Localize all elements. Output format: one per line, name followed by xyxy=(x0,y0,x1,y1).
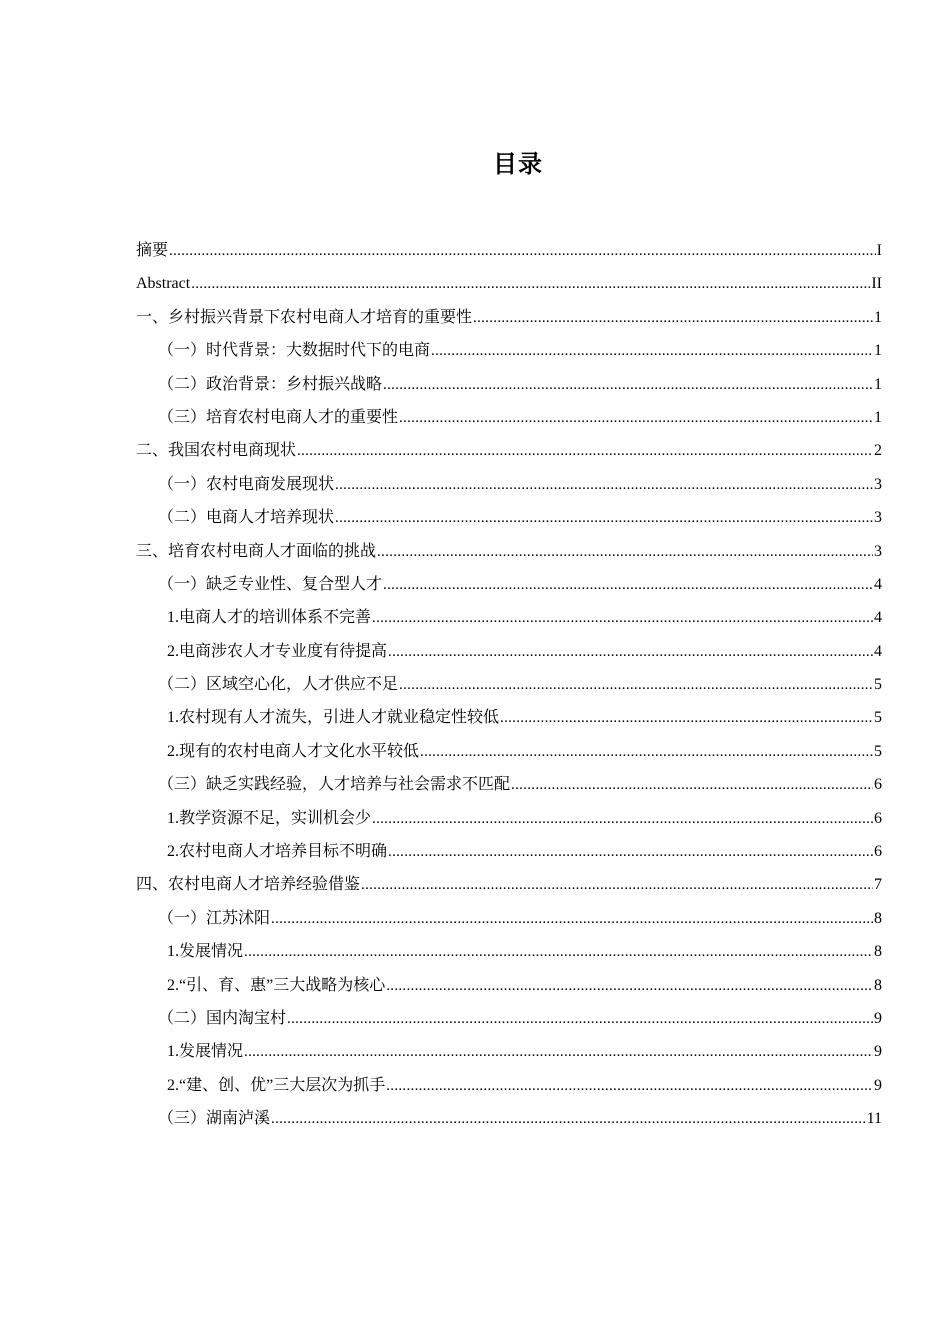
toc-entry-page-number: 6 xyxy=(874,843,882,861)
toc-entry-label: 摘要 xyxy=(136,242,169,259)
toc-entry-label: 1.教学资源不足，实训机会少 xyxy=(167,809,372,827)
toc-entry[interactable] xyxy=(136,1105,882,1138)
toc-dot-leader xyxy=(191,270,870,298)
toc-entry-page-number: 11 xyxy=(866,1110,882,1128)
toc-entry[interactable] xyxy=(136,471,882,504)
toc-entry[interactable] xyxy=(136,905,882,938)
toc-dot-leader xyxy=(388,638,873,666)
toc-entry-label: （二）区域空心化，人才供应不足 xyxy=(158,676,399,694)
toc-entry-page-number: 3 xyxy=(874,542,882,560)
toc-dot-leader xyxy=(473,304,873,332)
toc-dot-leader xyxy=(386,1072,873,1100)
toc-entry-label: 2.“建、创、优”三大层次为抓手 xyxy=(167,1076,386,1094)
toc-dot-leader xyxy=(431,337,873,365)
toc-entry-label: （一）时代背景：大数据时代下的电商 xyxy=(158,342,431,360)
toc-entry[interactable] xyxy=(136,571,882,604)
toc-entry[interactable] xyxy=(136,838,882,871)
toc-entry[interactable] xyxy=(136,270,882,303)
toc-entry[interactable] xyxy=(136,404,882,437)
toc-entry[interactable] xyxy=(136,671,882,704)
toc-dot-leader xyxy=(420,738,873,766)
toc-entry-page-number: 5 xyxy=(874,709,882,727)
toc-entry[interactable] xyxy=(136,504,882,537)
toc-entry-page-number: I xyxy=(876,242,882,259)
toc-dot-leader xyxy=(388,838,873,866)
toc-entry[interactable] xyxy=(136,371,882,404)
toc-entry-page-number: 2 xyxy=(874,442,882,460)
toc-dot-leader xyxy=(383,371,873,399)
toc-entry-label: （三）培育农村电商人才的重要性 xyxy=(158,408,399,426)
toc-entry-page-number: 9 xyxy=(874,1043,882,1061)
toc-dot-leader xyxy=(335,504,873,532)
toc-dot-leader xyxy=(372,805,873,833)
toc-dot-leader xyxy=(377,538,873,566)
toc-entry-page-number: 8 xyxy=(874,943,882,961)
toc-entry-label: 2.“引、育、惠”三大战略为核心 xyxy=(167,976,386,994)
toc-dot-leader xyxy=(287,1005,873,1033)
toc-dot-leader xyxy=(271,905,873,933)
toc-entry-label: （一）江苏沭阳 xyxy=(158,909,271,927)
toc-entry-page-number: 4 xyxy=(874,642,882,660)
toc-entry[interactable] xyxy=(136,704,882,737)
toc-entry-label: （三）湖南泸溪 xyxy=(158,1110,271,1128)
toc-entry[interactable] xyxy=(136,805,882,838)
toc-entry-page-number: 9 xyxy=(874,1009,882,1027)
toc-entry-label: 四、农村电商人才培养经验借鉴 xyxy=(136,876,361,894)
toc-entry-page-number: 9 xyxy=(874,1076,882,1094)
toc-entry-label: 2.现有的农村电商人才文化水平较低 xyxy=(167,742,420,760)
toc-entry[interactable] xyxy=(136,437,882,470)
toc-entry-page-number: 3 xyxy=(874,509,882,527)
toc-entry[interactable] xyxy=(136,538,882,571)
toc-entry[interactable] xyxy=(136,237,882,270)
toc-entry-page-number: 5 xyxy=(874,676,882,694)
toc-entry-page-number: 1 xyxy=(874,308,882,326)
toc-dot-leader xyxy=(335,471,873,499)
toc-entry-label: （一）缺乏专业性、复合型人才 xyxy=(158,575,383,593)
toc-dot-leader xyxy=(386,972,873,1000)
toc-entry[interactable] xyxy=(136,1072,882,1105)
toc-entry-page-number: 1 xyxy=(874,342,882,360)
toc-entry-label: 2.农村电商人才培养目标不明确 xyxy=(167,843,388,861)
toc-entry-label: （二）电商人才培养现状 xyxy=(158,509,335,527)
toc-entry-label: 1.农村现有人才流失，引进人才就业稳定性较低 xyxy=(167,709,500,727)
toc-entry[interactable] xyxy=(136,771,882,804)
toc-entry-page-number: 4 xyxy=(874,575,882,593)
toc-dot-leader xyxy=(372,604,873,632)
toc-dot-leader xyxy=(297,437,873,465)
toc-entry-page-number: 5 xyxy=(874,742,882,760)
toc-entry-label: 1.发展情况 xyxy=(167,943,244,961)
toc-entry[interactable] xyxy=(136,738,882,771)
toc-entry[interactable] xyxy=(136,938,882,971)
toc-entry-label: （三）缺乏实践经验，人才培养与社会需求不匹配 xyxy=(158,776,511,794)
toc-entry-label: 三、培育农村电商人才面临的挑战 xyxy=(136,542,377,560)
toc-entry[interactable] xyxy=(136,1005,882,1038)
table-of-contents xyxy=(136,237,882,1139)
toc-entry-page-number: 6 xyxy=(874,776,882,794)
toc-entry-label: （二）国内淘宝村 xyxy=(158,1009,287,1027)
toc-dot-leader xyxy=(399,671,873,699)
toc-entry-page-number: 6 xyxy=(874,809,882,827)
toc-entry-label: 二、我国农村电商现状 xyxy=(136,442,297,460)
toc-entry-page-number: 4 xyxy=(874,609,882,627)
toc-dot-leader xyxy=(383,571,873,599)
toc-entry-label: 一、乡村振兴背景下农村电商人才培育的重要性 xyxy=(136,308,473,326)
toc-entry-page-number: 8 xyxy=(874,976,882,994)
toc-entry[interactable] xyxy=(136,304,882,337)
toc-entry-page-number: 1 xyxy=(874,375,882,393)
toc-dot-leader xyxy=(271,1105,866,1133)
toc-dot-leader xyxy=(169,237,876,265)
page-title: 目录 xyxy=(493,150,543,178)
toc-entry-page-number: II xyxy=(871,275,882,293)
toc-dot-leader xyxy=(361,871,873,899)
toc-dot-leader xyxy=(500,704,873,732)
toc-dot-leader xyxy=(399,404,873,432)
toc-entry[interactable] xyxy=(136,604,882,637)
toc-entry-label: 2.电商涉农人才专业度有待提高 xyxy=(167,642,388,660)
toc-entry-label: （二）政治背景：乡村振兴战略 xyxy=(158,375,383,393)
toc-entry-page-number: 1 xyxy=(874,408,882,426)
toc-entry-label: 1.电商人才的培训体系不完善 xyxy=(167,609,372,627)
toc-entry-page-number: 7 xyxy=(874,876,882,894)
toc-dot-leader xyxy=(244,938,873,966)
toc-entry[interactable] xyxy=(136,972,882,1005)
toc-entry-label: 1.发展情况 xyxy=(167,1043,244,1061)
toc-entry[interactable] xyxy=(136,871,882,904)
toc-entry-page-number: 3 xyxy=(874,475,882,493)
toc-entry[interactable] xyxy=(136,1038,882,1071)
toc-dot-leader xyxy=(511,771,873,799)
toc-entry-page-number: 8 xyxy=(874,909,882,927)
toc-entry-label: （一）农村电商发展现状 xyxy=(158,475,335,493)
toc-entry[interactable] xyxy=(136,337,882,370)
toc-entry-label: Abstract xyxy=(136,275,191,293)
toc-entry[interactable] xyxy=(136,638,882,671)
toc-dot-leader xyxy=(244,1038,873,1066)
